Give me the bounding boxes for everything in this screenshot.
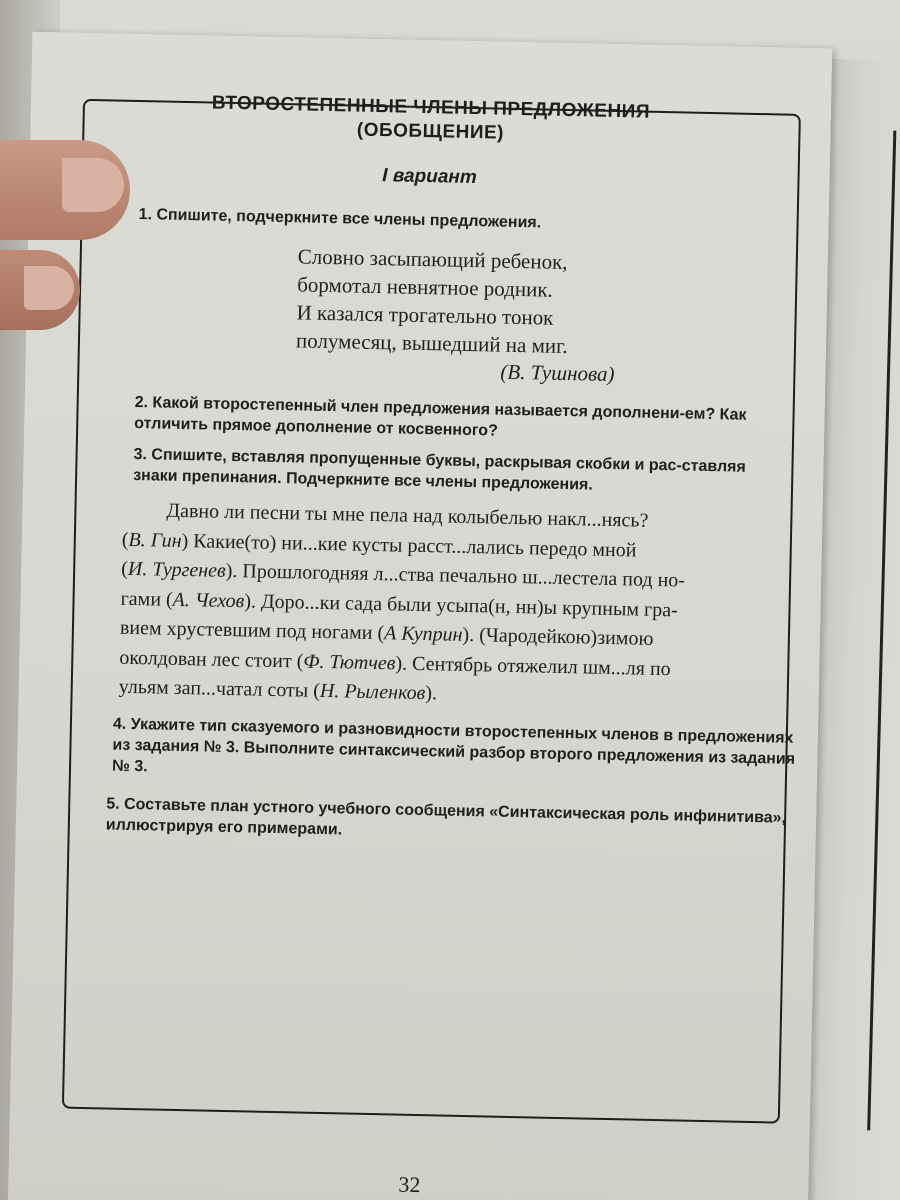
fingernail: [62, 158, 124, 212]
text-fragment: гами (: [120, 587, 173, 611]
text-fragment: ульям зап...чатал соты (: [118, 675, 321, 702]
author-name: И. Тургенев: [127, 557, 226, 582]
text-fragment: (: [120, 557, 129, 580]
text-fragment: ).: [425, 682, 438, 705]
poem-line: полумесяц, вышедший на миг.: [295, 328, 568, 359]
task-number: 4.: [112, 715, 127, 733]
page-subtitle: (ОБОБЩЕНИЕ): [356, 119, 505, 144]
exercise-line: Давно ли песни ты мне пела над колыбелью накл...нясь?: [166, 499, 649, 532]
task-text: Какой второстепенный член предложения называется дополнени-ем? Как отличить прямое дополнение от косвенного?: [134, 394, 747, 440]
poem: [296, 242, 570, 360]
fingernail: [24, 266, 74, 310]
text-fragment: ). (Чародейкою)зимою: [462, 623, 654, 650]
text-fragment: вием хрустевшим под ногами (: [119, 616, 385, 645]
poem-author: (В. Тушнова): [500, 359, 615, 387]
author-name: В. Гин: [128, 528, 182, 552]
task-text: Укажите тип сказуемого и разновидности второстепенных членов в предложениях из задания № 3. Выполните синтаксический разбор второго предложения из задания № 3.: [111, 715, 796, 776]
text-fragment: ). Доро...ки сада были усыпа(н, нн)ы крупным гра-: [244, 589, 679, 621]
poem-line: И казался трогательно тонок: [296, 300, 554, 330]
author-name: Ф. Тютчев: [303, 650, 396, 674]
text-fragment: (: [121, 528, 129, 551]
poem-line: бормотал невнятное родник.: [296, 272, 554, 302]
task-number: 3.: [133, 445, 148, 464]
book-page: [8, 32, 833, 1200]
task-text: Составьте план устного учебного сообщения «Синтаксическая роль инфинитива», иллюстрируя его примерами.: [105, 795, 787, 839]
text-fragment: ). Сентябрь отяжелил шм...ля по: [395, 651, 671, 680]
author-name: А. Чехов: [172, 588, 245, 612]
page-title: ВТОРОСТЕПЕННЫЕ ЧЛЕНЫ ПРЕДЛОЖЕНИЯ: [211, 92, 651, 123]
variant-heading: I вариант: [382, 165, 477, 189]
text-fragment: ) Какие(то) ни...кие кусты расст...лались передо мной: [181, 529, 637, 562]
task-number: 2.: [134, 393, 149, 412]
exercise-text: [118, 496, 802, 717]
page-number: 32: [398, 1171, 421, 1198]
task-text: Спишите, подчеркните все члены предложения.: [156, 206, 542, 232]
task-number: 5.: [106, 795, 120, 813]
task-number: 1.: [138, 206, 153, 224]
finger: [0, 140, 130, 240]
author-name: Н. Рыленков: [319, 679, 426, 705]
poem-line: Словно засыпающий ребенок,: [297, 244, 568, 275]
task-text: Спишите, вставляя пропущенные буквы, раскрывая скобки и рас-ставляя знаки препинания. Подчеркните все члены предложения.: [132, 446, 747, 494]
text-fragment: околдован лес стоит (: [119, 646, 304, 673]
text-fragment: ). Прошлогодняя л...ства печально ш...лестела под но-: [225, 559, 686, 592]
author-name: А Куприн: [383, 622, 463, 646]
next-page-frame-border: [867, 131, 896, 1131]
finger: [0, 250, 80, 330]
